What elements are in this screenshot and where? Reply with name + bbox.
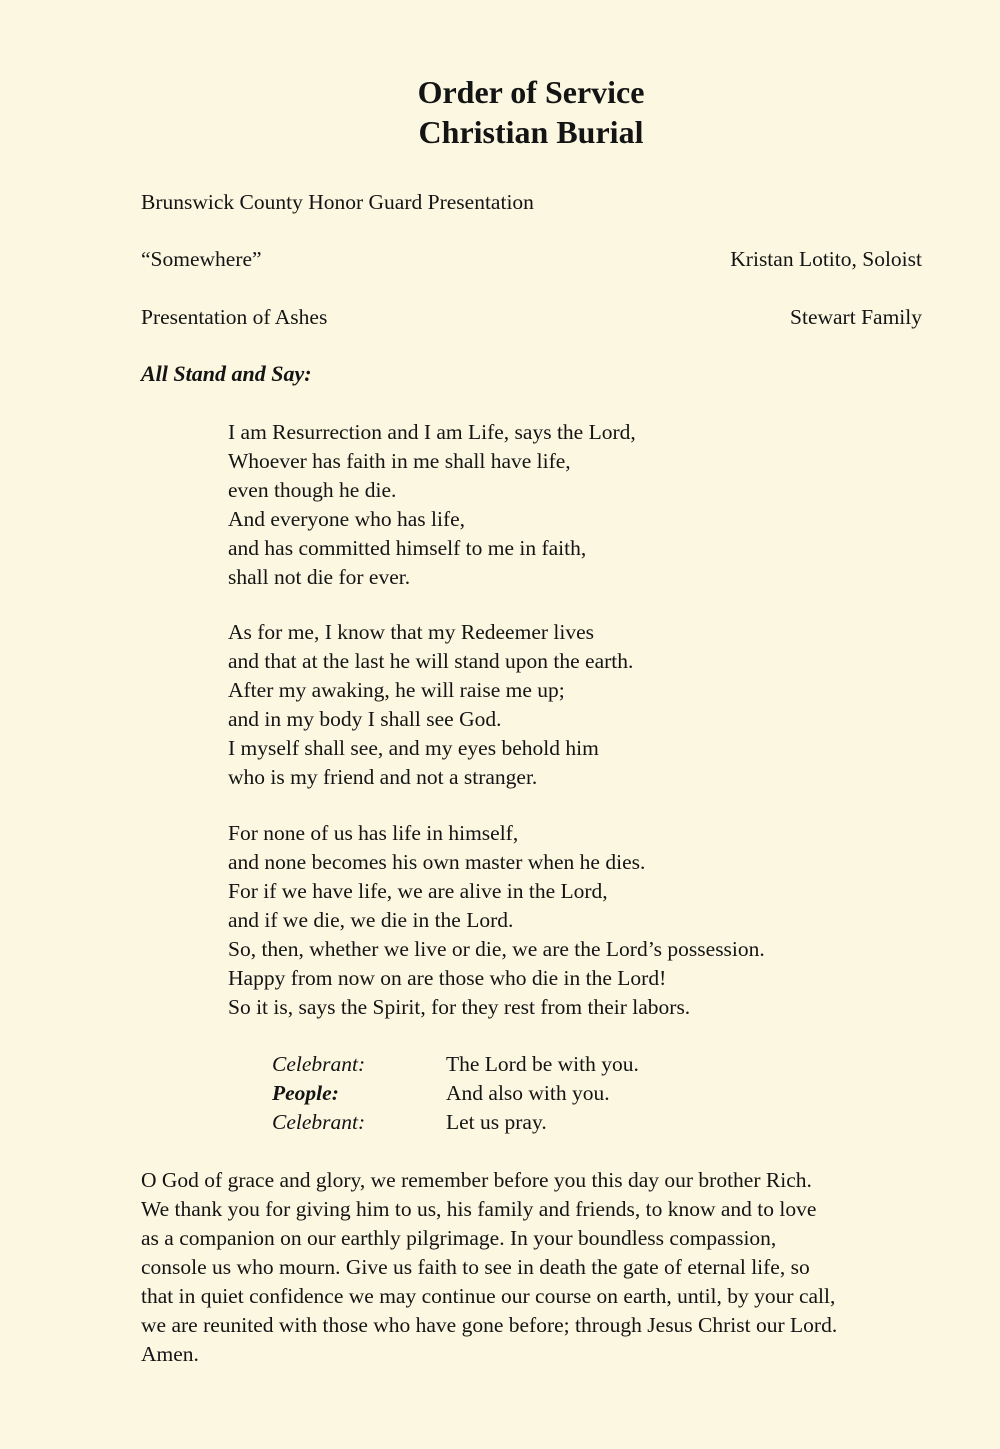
stanza — [228, 418, 636, 592]
responsory-speaker: Celebrant: — [272, 1110, 366, 1134]
page-title: Order of Service — [417, 74, 645, 110]
verse-line: and none becomes his own master when he dies. — [228, 850, 646, 874]
program-item-title: “Somewhere” — [141, 247, 262, 271]
verse-line: So it is, says the Spirit, for they rest from their labors. — [228, 995, 691, 1019]
program-item-performer: Kristan Lotito, Soloist — [730, 247, 922, 271]
program-item — [141, 244, 922, 274]
page-subtitle: Christian Burial — [418, 114, 644, 150]
verse-line: I am Resurrection and I am Life, says the Lord, — [228, 420, 636, 444]
verse-line: I myself shall see, and my eyes behold him — [228, 736, 599, 760]
prayer-line: We thank you for giving him to us, his family and friends, to know and to love — [141, 1197, 817, 1221]
verse-line: So, then, whether we live or die, we are the Lord’s possession. — [228, 937, 765, 961]
verse-line: For none of us has life in himself, — [228, 821, 519, 845]
verse-line: Happy from now on are those who die in the Lord! — [228, 966, 667, 990]
responsory-speaker: Celebrant: — [272, 1052, 366, 1076]
prayer-paragraph — [141, 1166, 931, 1369]
stanza — [228, 618, 633, 792]
prayer-line: we are reunited with those who have gone before; through Jesus Christ our Lord. — [141, 1313, 838, 1337]
responsory-speaker: People: — [272, 1081, 339, 1105]
verse-line: who is my friend and not a stranger. — [228, 765, 538, 789]
verse-line: For if we have life, we are alive in the Lord, — [228, 879, 608, 903]
prayer-line: console us who mourn. Give us faith to see in death the gate of eternal life, so — [141, 1255, 810, 1279]
prayer-line: as a companion on our earthly pilgrimage. In your boundless compassion, — [141, 1226, 777, 1250]
verse-line: Whoever has faith in me shall have life, — [228, 449, 571, 473]
verse-line: shall not die for ever. — [228, 565, 411, 589]
verse-line: even though he die. — [228, 478, 397, 502]
responsory-line — [272, 1108, 772, 1137]
verse-line: After my awaking, he will raise me up; — [228, 678, 565, 702]
responsory — [272, 1050, 772, 1137]
responsory-text: And also with you. — [446, 1081, 610, 1105]
verse-line: and that at the last he will stand upon the earth. — [228, 649, 634, 673]
program-item-performer: Stewart Family — [790, 305, 922, 329]
instruction-heading: All Stand and Say: — [141, 361, 312, 386]
verse-line: and in my body I shall see God. — [228, 707, 502, 731]
verse-line: As for me, I know that my Redeemer lives — [228, 620, 595, 644]
responsory-text: Let us pray. — [446, 1110, 547, 1134]
program-item — [141, 187, 922, 217]
prayer-line: that in quiet confidence we may continue our course on earth, until, by your call, — [141, 1284, 836, 1308]
responsory-text: The Lord be with you. — [446, 1052, 639, 1076]
program-item-title: Presentation of Ashes — [141, 305, 328, 329]
verse-line: And everyone who has life, — [228, 507, 466, 531]
program-item — [141, 302, 922, 332]
responsory-line — [272, 1079, 772, 1108]
verse-line: and if we die, we die in the Lord. — [228, 908, 514, 932]
prayer-line: Amen. — [141, 1342, 199, 1366]
stanza — [228, 819, 765, 1022]
prayer-line: O God of grace and glory, we remember before you this day our brother Rich. — [141, 1168, 812, 1192]
program-item-title: Brunswick County Honor Guard Presentation — [141, 190, 534, 214]
verse-line: and has committed himself to me in faith, — [228, 536, 587, 560]
responsory-line — [272, 1050, 772, 1079]
